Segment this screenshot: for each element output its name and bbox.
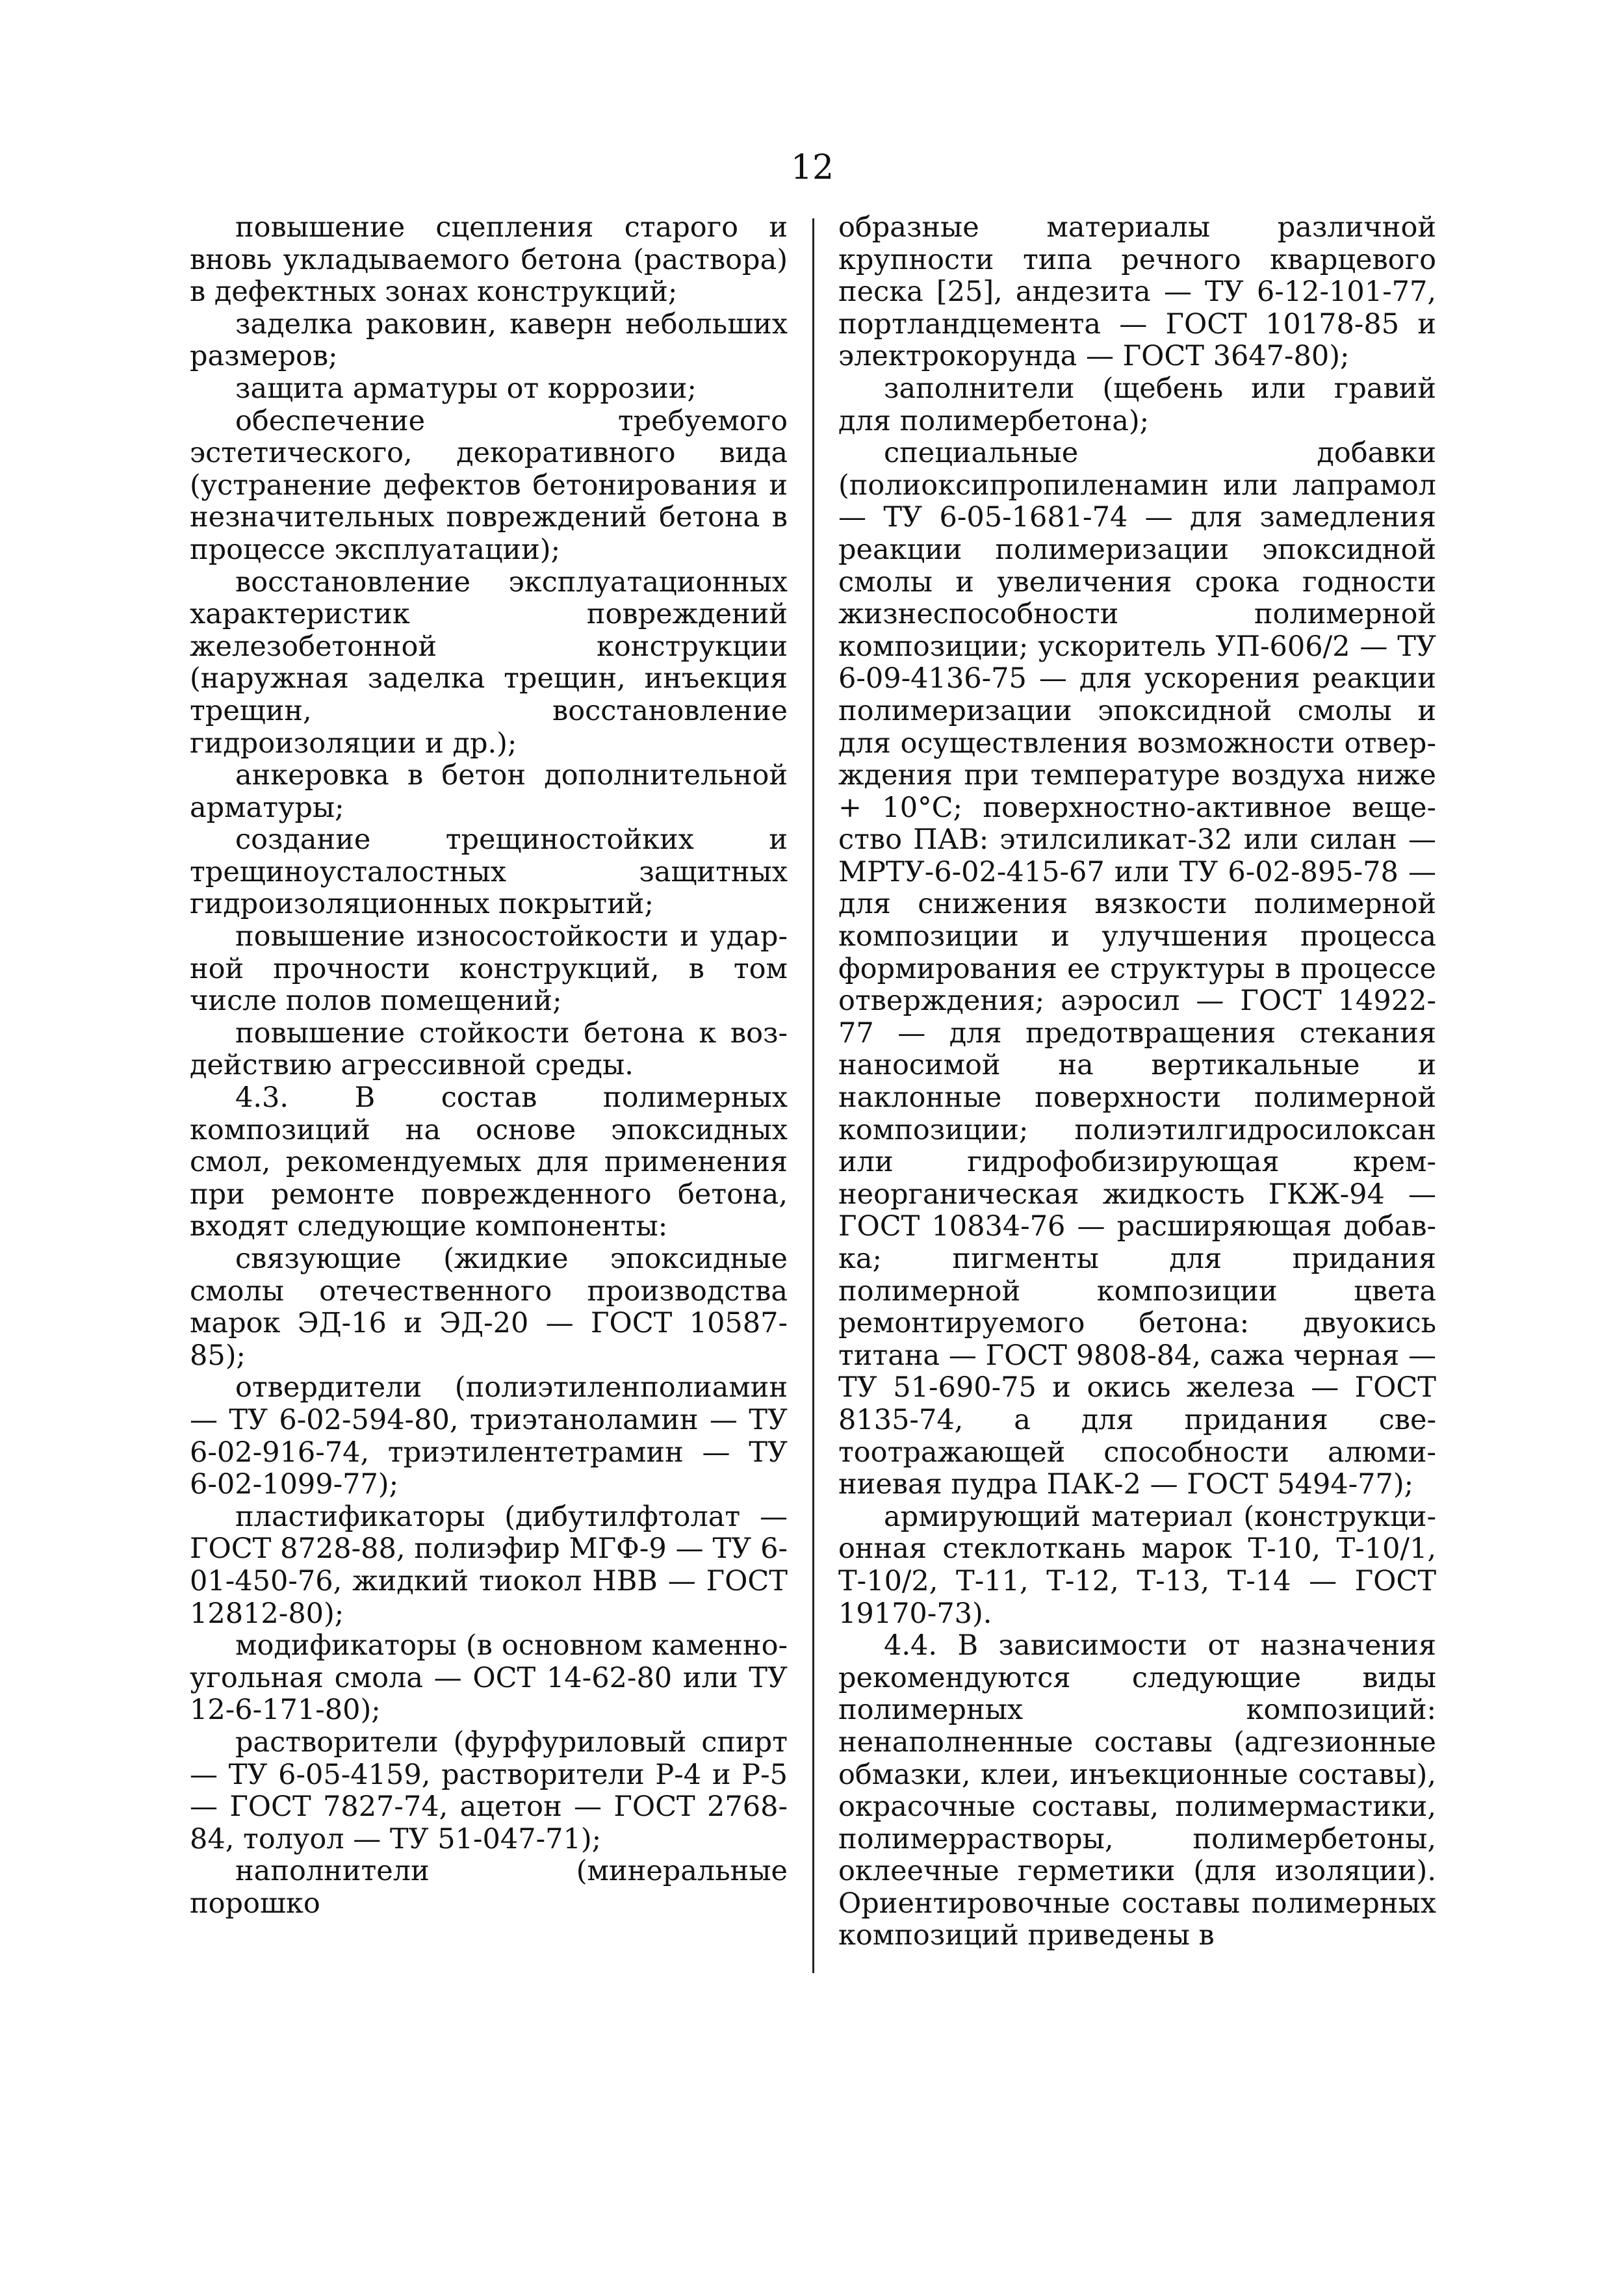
paragraph-right-1: заполнители (щебень или гравий для полимербетона); [838, 372, 1436, 437]
paragraph-left-16: наполнители (минеральные порошко [190, 1855, 788, 1920]
paragraph-left-8: повышение износостойкости и ударной прочности конструкций, в том числе полов помещений; [190, 920, 788, 1018]
paragraph-left-7: создание трещиностойких и трещиноусталостных защитных гидроизоляционных покрытий; [190, 823, 788, 921]
paragraph-left-6: анкеровка в бетон дополнительной арматуры; [190, 759, 788, 824]
paragraph-right-3: армирующий материал (конструкционная стеклоткань марок Т-10, Т-10/1, Т-10/2, Т-11, Т-12, Т-13, Т-14 — ГОСТ 19170-73). [838, 1500, 1436, 1630]
paragraph-left-12: отвердители (полиэтиленполиамин — ТУ 6-02-594-80, триэтаноламин — ТУ 6-02-916-74, триэтилентетрамин — ТУ 6-02-1099-77); [190, 1371, 788, 1501]
paragraph-left-5: восстановление эксплуатационных характеристик повреждений железобетонной конструкции (наружная заделка трещин, инъекция трещин, восстановление гидроизоляции и др.); [190, 565, 788, 760]
paragraph-left-10: 4.3. В состав полимерных композиций на основе эпоксидных смол, рекомендуемых для применения при ремонте поврежденного бетона, входят следующие компоненты: [190, 1081, 788, 1243]
paragraph-right-continuation: образные материалы различной крупности типа речного кварцевого песка [25], андезита — ТУ 6-12-101-77, портландцемента — ГОСТ 10178-85 и электрокорунда — ГОСТ 3647-80); [838, 211, 1436, 373]
paragraph-left-4: обеспечение требуемого эстетического, декоративного вида (устранение дефектов бетонирования и незначительных повреждений бетона в процессе эксплуатации); [190, 404, 788, 566]
page-number: 12 [790, 148, 834, 187]
paragraph-left-1: повышение сцепления старого и вновь укладываемого бетона (раствора) в дефектных зонах конструкций; [190, 211, 788, 309]
paragraph-left-15: растворители (фурфуриловый спирт — ТУ 6-05-4159, растворители Р-4 и Р-5 — ГОСТ 7827-74, ацетон — ГОСТ 2768-84, толуол — ТУ 51-047-71); [190, 1725, 788, 1855]
left-column [190, 212, 788, 1920]
right-column [838, 212, 1436, 1952]
paragraph-left-13: пластификаторы (дибутилфтолат — ГОСТ 8728-88, полиэфир МГФ-9 — ТУ 6-01-450-76, жидкий тиокол НВВ — ГОСТ 12812-80); [190, 1500, 788, 1630]
paragraph-left-9: повышение стойкости бетона к воздействию агрессивной среды. [190, 1016, 788, 1082]
paragraph-left-14: модификаторы (в основном каменноугольная смола — ОСТ 14-62-80 или ТУ 12-6-171-80); [190, 1629, 788, 1727]
paragraph-right-2: специальные добавки (полиоксипропиленамин или лапрамол — ТУ 6-05-1681-74 — для замедления реакции полимеризации эпоксидной смолы и увеличения срока годности жизнеспособности полимерной композиции; ускоритель УП-606/2 — ТУ 6-09-4136-75 — для ускорения реакции полимеризации эпоксидной смолы и для осуществления возможности отверждения при температуре воздуха ниже + 10°С; поверхностно-активное вещество ПАВ: этилсиликат-32 или силан — МРТУ-6-02-415-67 или ТУ 6-02-895-78 — для снижения вязкости полимерной композиции и улучшения процесса формирования ее структуры в процессе отверждения; аэросил — ГОСТ 14922-77 — для предотвращения стекания наносимой на вертикальные и наклонные поверхности полимерной композиции; полиэтилгидросилоксан или гидрофобизирующая кремнеорганическая жидкость ГКЖ-94 — ГОСТ 10834-76 — расширяющая добавка; пигменты для придания полимерной композиции цвета ремонтируемого бетона: двуокись титана — ГОСТ 9808-84, сажа черная — ТУ 51-690-75 и окись железа — ГОСТ 8135-74, а для придания светоотражающей способности алюминиевая пудра ПАК-2 — ГОСТ 5494-77); [838, 437, 1436, 1501]
column-divider [812, 218, 814, 1973]
paragraph-right-4: 4.4. В зависимости от назначения рекомендуются следующие виды полимерных композиций: ненаполненные составы (адгезионные обмазки, клеи, инъекционные составы), окрасочные составы, полимермастики, полимеррастворы, полимербетоны, оклеечные герметики (для изоляции). Ориентировочные составы полимерных композиций приведены в [838, 1629, 1436, 1952]
paragraph-left-2: заделка раковин, каверн небольших размеров; [190, 307, 788, 373]
paragraph-left-3: защита арматуры от коррозии; [235, 372, 697, 405]
paragraph-left-11: связующие (жидкие эпоксидные смолы отечественного производства марок ЭД-16 и ЭД-20 — ГОСТ 10587-85); [190, 1243, 788, 1372]
